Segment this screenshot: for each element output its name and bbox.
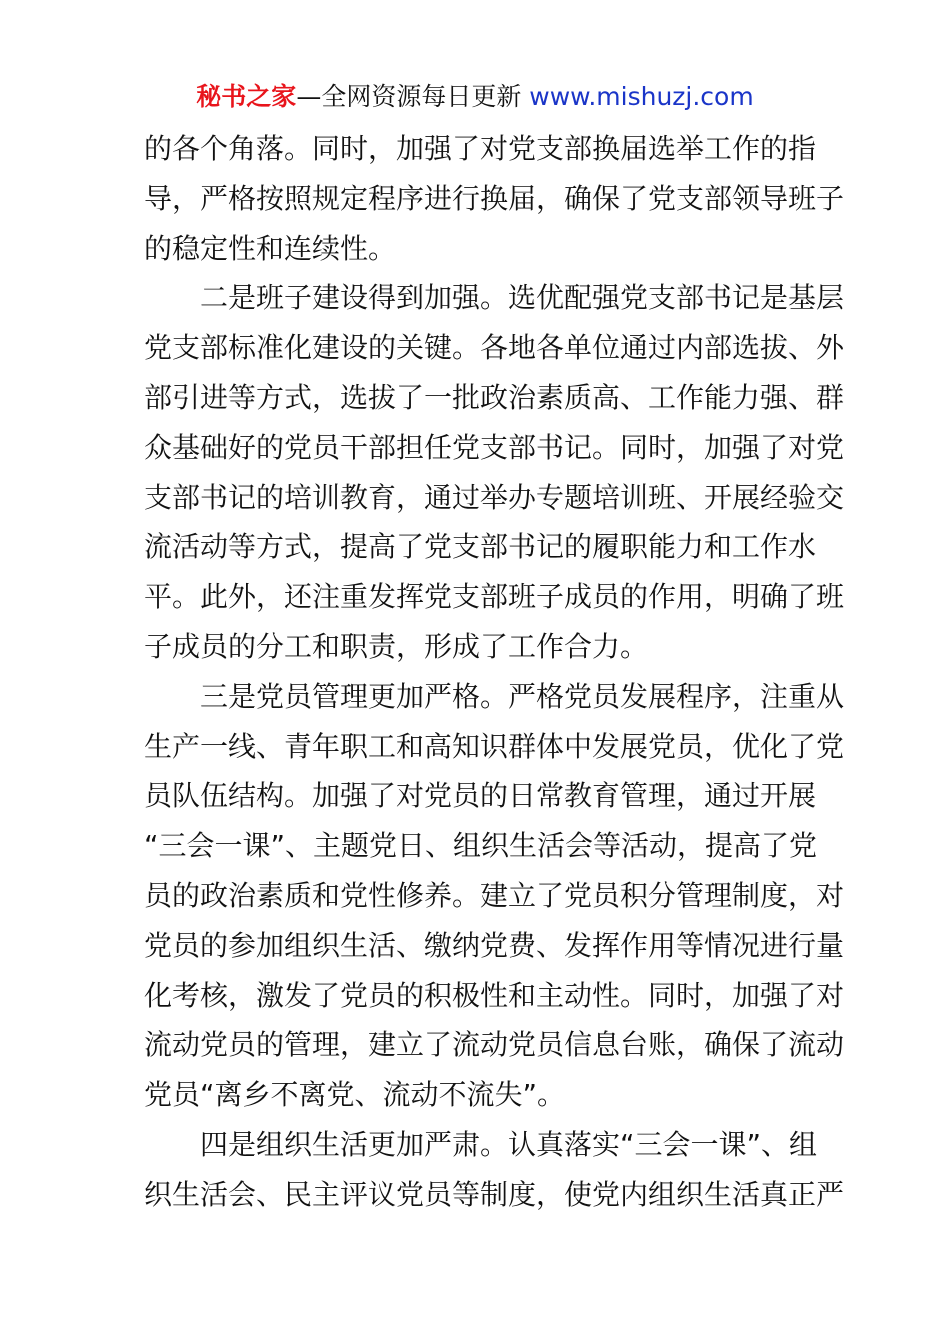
text-line: 平。此外，还注重发挥党支部班子成员的作用，明确了班 <box>144 580 845 614</box>
text-line: 生产一线、青年职工和高知识群体中发展党员，优化了党 <box>144 729 845 763</box>
text-line: 员的政治素质和党性修养。建立了党员积分管理制度，对 <box>144 878 845 912</box>
text-line: 化考核，激发了党员的积极性和主动性。同时，加强了对 <box>144 978 845 1012</box>
text-line: 支部书记的培训教育，通过举办专题培训班、开展经验交 <box>144 480 845 514</box>
paragraph <box>144 672 845 1120</box>
site-tagline: —全网资源每日更新 <box>296 82 522 111</box>
site-brand: 秘书之家 <box>196 82 297 111</box>
text-line: 流活动等方式，提高了党支部书记的履职能力和工作水 <box>144 530 817 564</box>
text-line: 的稳定性和连续性。 <box>144 231 397 265</box>
paragraph <box>144 273 845 671</box>
text-line: “三会一课”、主题党日、组织生活会等活动，提高了党 <box>144 829 818 863</box>
text-line: 二是班子建设得到加强。选优配强党支部书记是基层 <box>200 281 845 315</box>
site-header <box>0 80 950 114</box>
text-line: 三是党员管理更加严格。严格党员发展程序，注重从 <box>200 679 845 713</box>
paragraph <box>144 1120 845 1220</box>
text-line: 的各个角落。同时，加强了对党支部换届选举工作的指 <box>144 132 817 165</box>
site-url-link[interactable]: www.mishuzj.com <box>529 82 754 111</box>
document-body <box>144 124 845 1220</box>
text-line: 导，严格按照规定程序进行换届，确保了党支部领导班子 <box>144 181 845 215</box>
text-line: 党员“离乡不离党、流动不流失”。 <box>144 1078 566 1112</box>
text-line: 员队伍结构。加强了对党员的日常教育管理，通过开展 <box>144 779 817 813</box>
text-line: 织生活会、民主评议党员等制度，使党内组织生活真正严 <box>144 1177 845 1211</box>
paragraph <box>144 124 845 273</box>
text-line: 党支部标准化建设的关键。各地各单位通过内部选拔、外 <box>144 331 845 365</box>
text-line: 众基础好的党员干部担任党支部书记。同时，加强了对党 <box>144 430 845 464</box>
text-line: 党员的参加组织生活、缴纳党费、发挥作用等情况进行量 <box>144 928 845 962</box>
text-line: 子成员的分工和职责，形成了工作合力。 <box>144 629 649 663</box>
text-line: 流动党员的管理，建立了流动党员信息台账，确保了流动 <box>144 1028 845 1062</box>
text-line: 四是组织生活更加严肃。认真落实“三会一课”、组 <box>200 1127 818 1161</box>
text-line: 部引进等方式，选拔了一批政治素质高、工作能力强、群 <box>144 380 845 414</box>
